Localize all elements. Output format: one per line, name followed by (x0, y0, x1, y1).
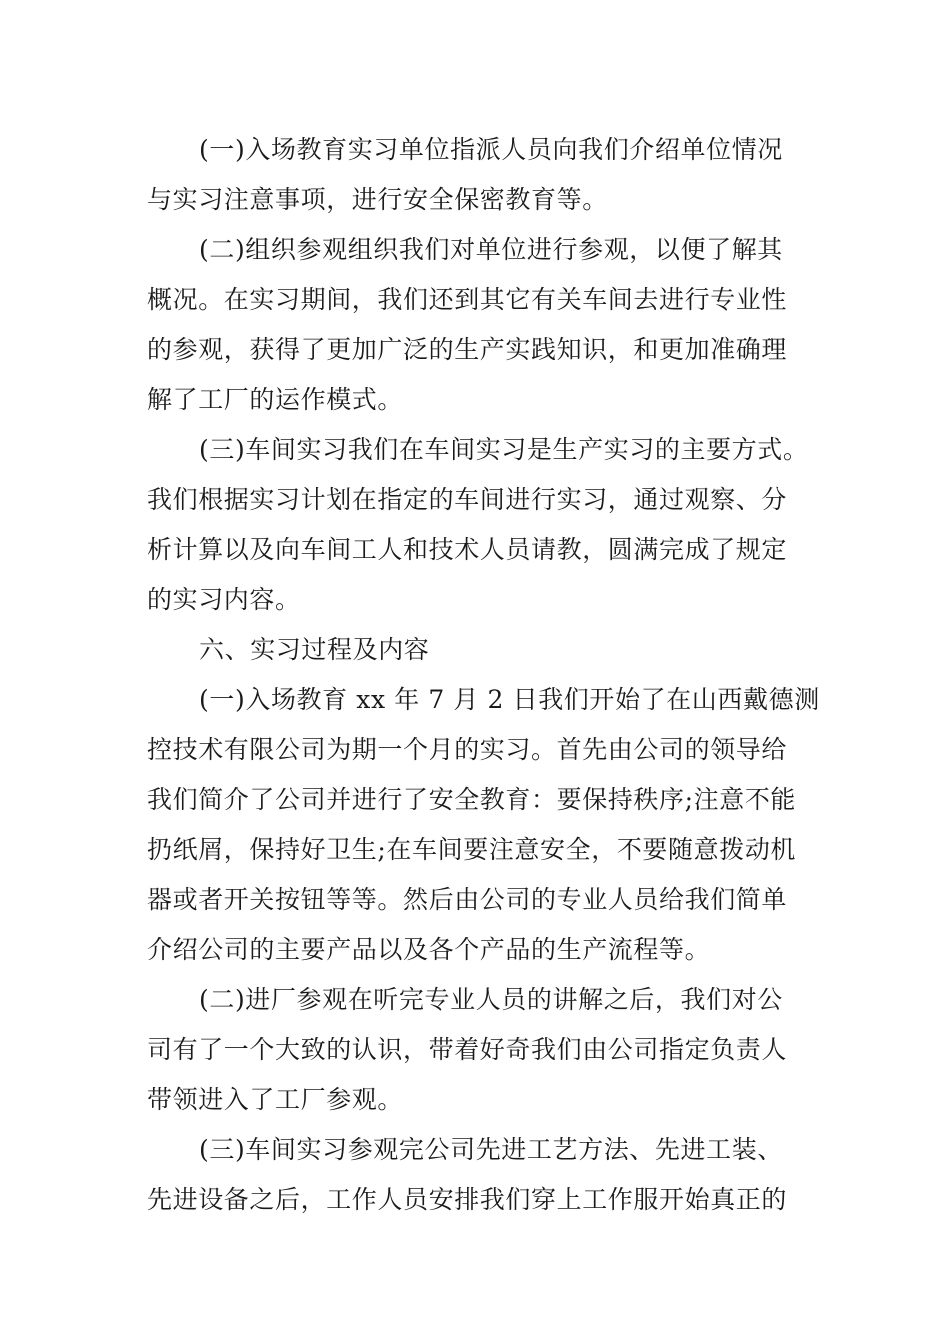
paragraph-2-line-3: 的参观，获得了更加广泛的生产实践知识，和更加准确理 (147, 335, 788, 364)
paragraph-2-line-4: 解了工厂的运作模式。 (147, 385, 404, 414)
paragraph-3-line-3: 析计算以及向车间工人和技术人员请教，圆满完成了规定 (147, 535, 788, 564)
paragraph-6-line-1: (三)车间实习参观完公司先进工艺方法、先进工装、 (199, 1135, 783, 1164)
paragraph-1-line-1: (一)入场教育实习单位指派人员向我们介绍单位情况 (199, 135, 783, 164)
paragraph-5-line-1: (二)进厂参观在听完专业人员的讲解之后，我们对公 (199, 985, 783, 1014)
paragraph-6-line-2: 先进设备之后，工作人员安排我们穿上工作服开始真正的 (147, 1185, 788, 1214)
paragraph-3-line-1: (三)车间实习我们在车间实习是生产实习的主要方式。 (199, 435, 809, 464)
paragraph-4-line-5: 器或者开关按钮等等。然后由公司的专业人员给我们简单 (147, 885, 788, 914)
paragraph-4-line-6: 介绍公司的主要产品以及各个产品的生产流程等。 (147, 935, 711, 964)
section-heading: 六、实习过程及内容 (199, 635, 430, 664)
paragraph-4-line-1: (一)入场教育 xx 年 7 月 2 日我们开始了在山西戴德测 (199, 685, 820, 714)
paragraph-5-line-3: 带领进入了工厂参观。 (147, 1085, 404, 1114)
paragraph-4-line-4: 扔纸屑，保持好卫生;在车间要注意安全，不要随意拨动机 (147, 835, 797, 864)
paragraph-2-line-2: 概况。在实习期间，我们还到其它有关车间去进行专业性 (147, 285, 788, 314)
paragraph-5-line-2: 司有了一个大致的认识，带着好奇我们由公司指定负责人 (147, 1035, 788, 1064)
paragraph-4-line-2: 控技术有限公司为期一个月的实习。首先由公司的领导给 (147, 735, 788, 764)
paragraph-4-line-3: 我们简介了公司并进行了安全教育：要保持秩序;注意不能 (147, 785, 797, 814)
paragraph-2-line-1: (二)组织参观组织我们对单位进行参观，以便了解其 (199, 235, 783, 264)
paragraph-1-line-2: 与实习注意事项，进行安全保密教育等。 (147, 185, 608, 214)
paragraph-3-line-4: 的实习内容。 (147, 585, 301, 614)
paragraph-3-line-2: 我们根据实习计划在指定的车间进行实习，通过观察、分 (147, 485, 788, 514)
